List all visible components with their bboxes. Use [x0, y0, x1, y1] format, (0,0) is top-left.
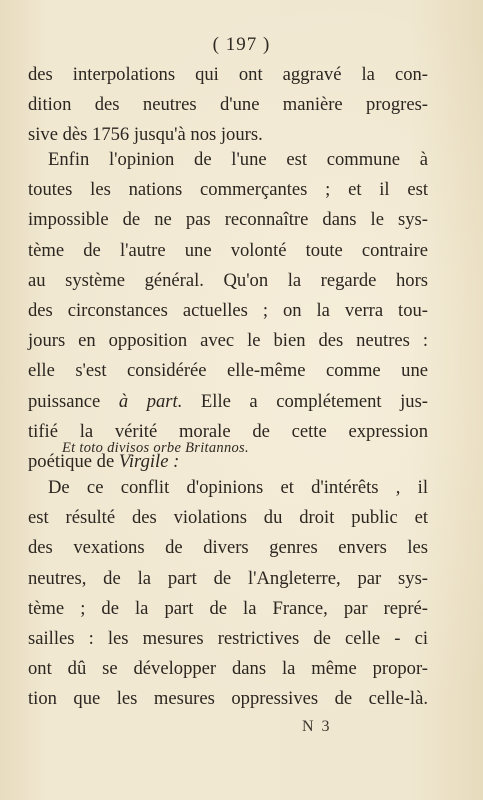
text-segment: poétique de — [28, 450, 115, 472]
paragraph-1 — [28, 60, 428, 151]
paragraph-2 — [28, 145, 428, 477]
italic-phrase: à part. — [118, 390, 183, 412]
page-number: ( 197 ) — [212, 34, 271, 55]
text-line: Enfin l'opinion de l'une est commune à — [48, 149, 428, 170]
signature-mark: N 3 — [302, 718, 332, 735]
text-line: est résulté des violations du droit public et — [28, 507, 428, 529]
text-line: elle s'est considérée elle-même comme une — [28, 360, 428, 382]
text-line: dition des neutres d'une manière progres- — [28, 94, 428, 116]
latin-quote: Et toto divisos orbe Britannos. — [62, 440, 249, 456]
text-line: tème de l'autre une volonté toute contraire — [28, 239, 428, 261]
text-line: jours en opposition avec le bien des neutres : — [28, 330, 428, 352]
paragraph-3 — [28, 473, 428, 715]
text-line: tème ; de la part de la France, par repré- — [28, 597, 428, 619]
text-segment: Elle a complétement jus- — [200, 390, 428, 412]
text-line: impossible de ne pas reconnaître dans le sys- — [28, 209, 428, 231]
text-line: des interpolations qui ont aggravé la con- — [28, 64, 428, 85]
text-line: toutes les nations commerçantes ; et il est — [28, 179, 428, 201]
text-line: ont dû se développer dans la même propor- — [28, 658, 428, 680]
text-line: sailles : les mesures restrictives de celle - ci — [28, 627, 428, 649]
text-line: tion que les mesures oppressives de celle-là. — [28, 688, 428, 710]
text-line: au système général. Qu'on la regarde hors — [28, 269, 428, 291]
text-segment: puissance — [28, 390, 101, 412]
text-line: des vexations de divers genres envers les — [28, 537, 428, 559]
text-line: De ce conflit d'opinions et d'intérêts , il — [48, 477, 428, 498]
text-line: tifié la vérité morale de cette expression — [28, 420, 428, 442]
text-line: neutres, de la part de l'Angleterre, par sys- — [28, 567, 428, 589]
italic-name: Virgile : — [118, 450, 180, 472]
text-line — [28, 387, 428, 417]
text-line: des circonstances actuelles ; on la verra tou- — [28, 299, 428, 321]
text-line: sive dès 1756 jusqu'à nos jours. — [28, 124, 263, 146]
